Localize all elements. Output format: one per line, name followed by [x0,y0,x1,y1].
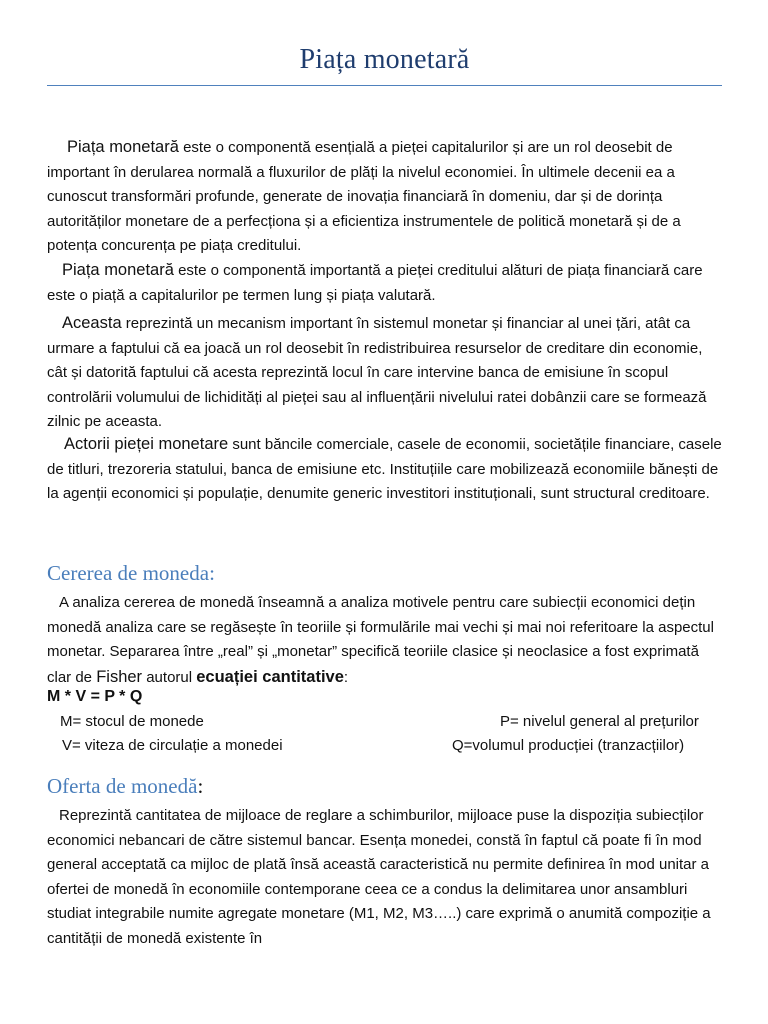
definition-p: P= nivelul general al prețurilor [500,713,699,730]
paragraph-lead: Aceasta [62,314,122,332]
paragraph-mechanism [47,311,722,435]
paragraph-lead: Actorii pieței monetare [64,435,229,453]
section-heading-colon: : [197,774,204,798]
fisher-name: Fisher [96,667,143,686]
title-underline [47,85,722,86]
definition-q: Q=volumul producției (tranzacțiilor) [452,737,685,754]
section-heading-supply [47,774,203,799]
paragraph-actors [47,432,722,507]
paragraph-text: Reprezintă cantitatea de mijloace de reglare a schimburilor, mijloace puse la dispoziția subiecților economici nebancari de către sistemul bancar. Esența monedei, constă în faptul că poate fi în mod general acceptată ca mijloc de plată însă această caracteristică nu permite definirea în mod unitar a ofertei de monedă în economiile contemporane ceea ce a condus la delimitarea unor ansambluri studiat integrabile numite agregate monetare (M1, M2, M3…..) care exprimă o anumită compoziție a cantității de monedă existente în [47,807,711,947]
page-title: Piața monetară [299,44,470,75]
paragraph-text: este o componentă esențială a pieței capitalurilor și are un rol deosebit de important în derularea normală a fluxurilor de plăți la nivelul economiei. În ultimele decenii ea a cunoscut transformări profunde, generate de inovația financiară în domeniu, dar și de dorința autorităților monetare de a perfecționa și a eficientiza instrumentele de politică monetară și de a potența concurența pe piața creditului. [47,139,681,254]
section-heading-supply-text: Oferta de monedă [47,774,198,798]
paragraph-lead: Piața monetară [67,138,179,156]
paragraph-demand [47,591,722,690]
definition-v: V= viteza de circulație a monedei [62,737,283,754]
paragraph-supply [47,804,722,951]
paragraph-text: A analiza cererea de monedă înseamnă a analiza motivele pentru care subiecții economici dețin monedă analiza care se regăsește în teoriile și formulările mai vechi și mai noi referitoare la aspectul monetar. Separarea între „real” și „monetar” specifică teoriile clasice și neoclasice a fost exprimată clar de [47,594,714,686]
paragraph-text: reprezintă un mecanism important în sistemul monetar și financiar al unei țări, atât ca urmare a faptului că ea joacă un rol deosebit în redistribuirea resurselor de creditare din economie, cât și datorită faptului că acesta reprezintă locul în care intervine banca de emisiune în scopul controlării volumului de lichidități al pieței sau al influențării nivelului ratei dobânzii care se formează zilnic pe aceasta. [47,315,707,430]
paragraph-intro [47,135,722,259]
paragraph-text: sunt băncile comerciale, casele de economii, societățile financiare, casele de titluri, trezoreria statului, banca de emisiune etc. Instituțiile care mobilizează economiile bănești de la agenții economici și populație, denumite generic investitori instituționali, sunt structural creditoare. [47,436,722,502]
paragraph-lead: Piața monetară [62,261,174,279]
paragraph-market [47,258,722,308]
definition-m: M= stocul de monede [60,713,204,730]
paragraph-text: este o componentă importantă a pieței creditului alături de piața financiară care este o piață a capitalurilor pe termen lung și piața valutară. [47,262,703,304]
paragraph-text: : [343,668,349,686]
section-heading-demand: Cererea de moneda: [47,561,215,585]
paragraph-text: autorul [142,668,197,686]
equation-term: ecuației cantitative [196,667,344,686]
quantity-equation: M * V = P * Q [47,688,143,705]
